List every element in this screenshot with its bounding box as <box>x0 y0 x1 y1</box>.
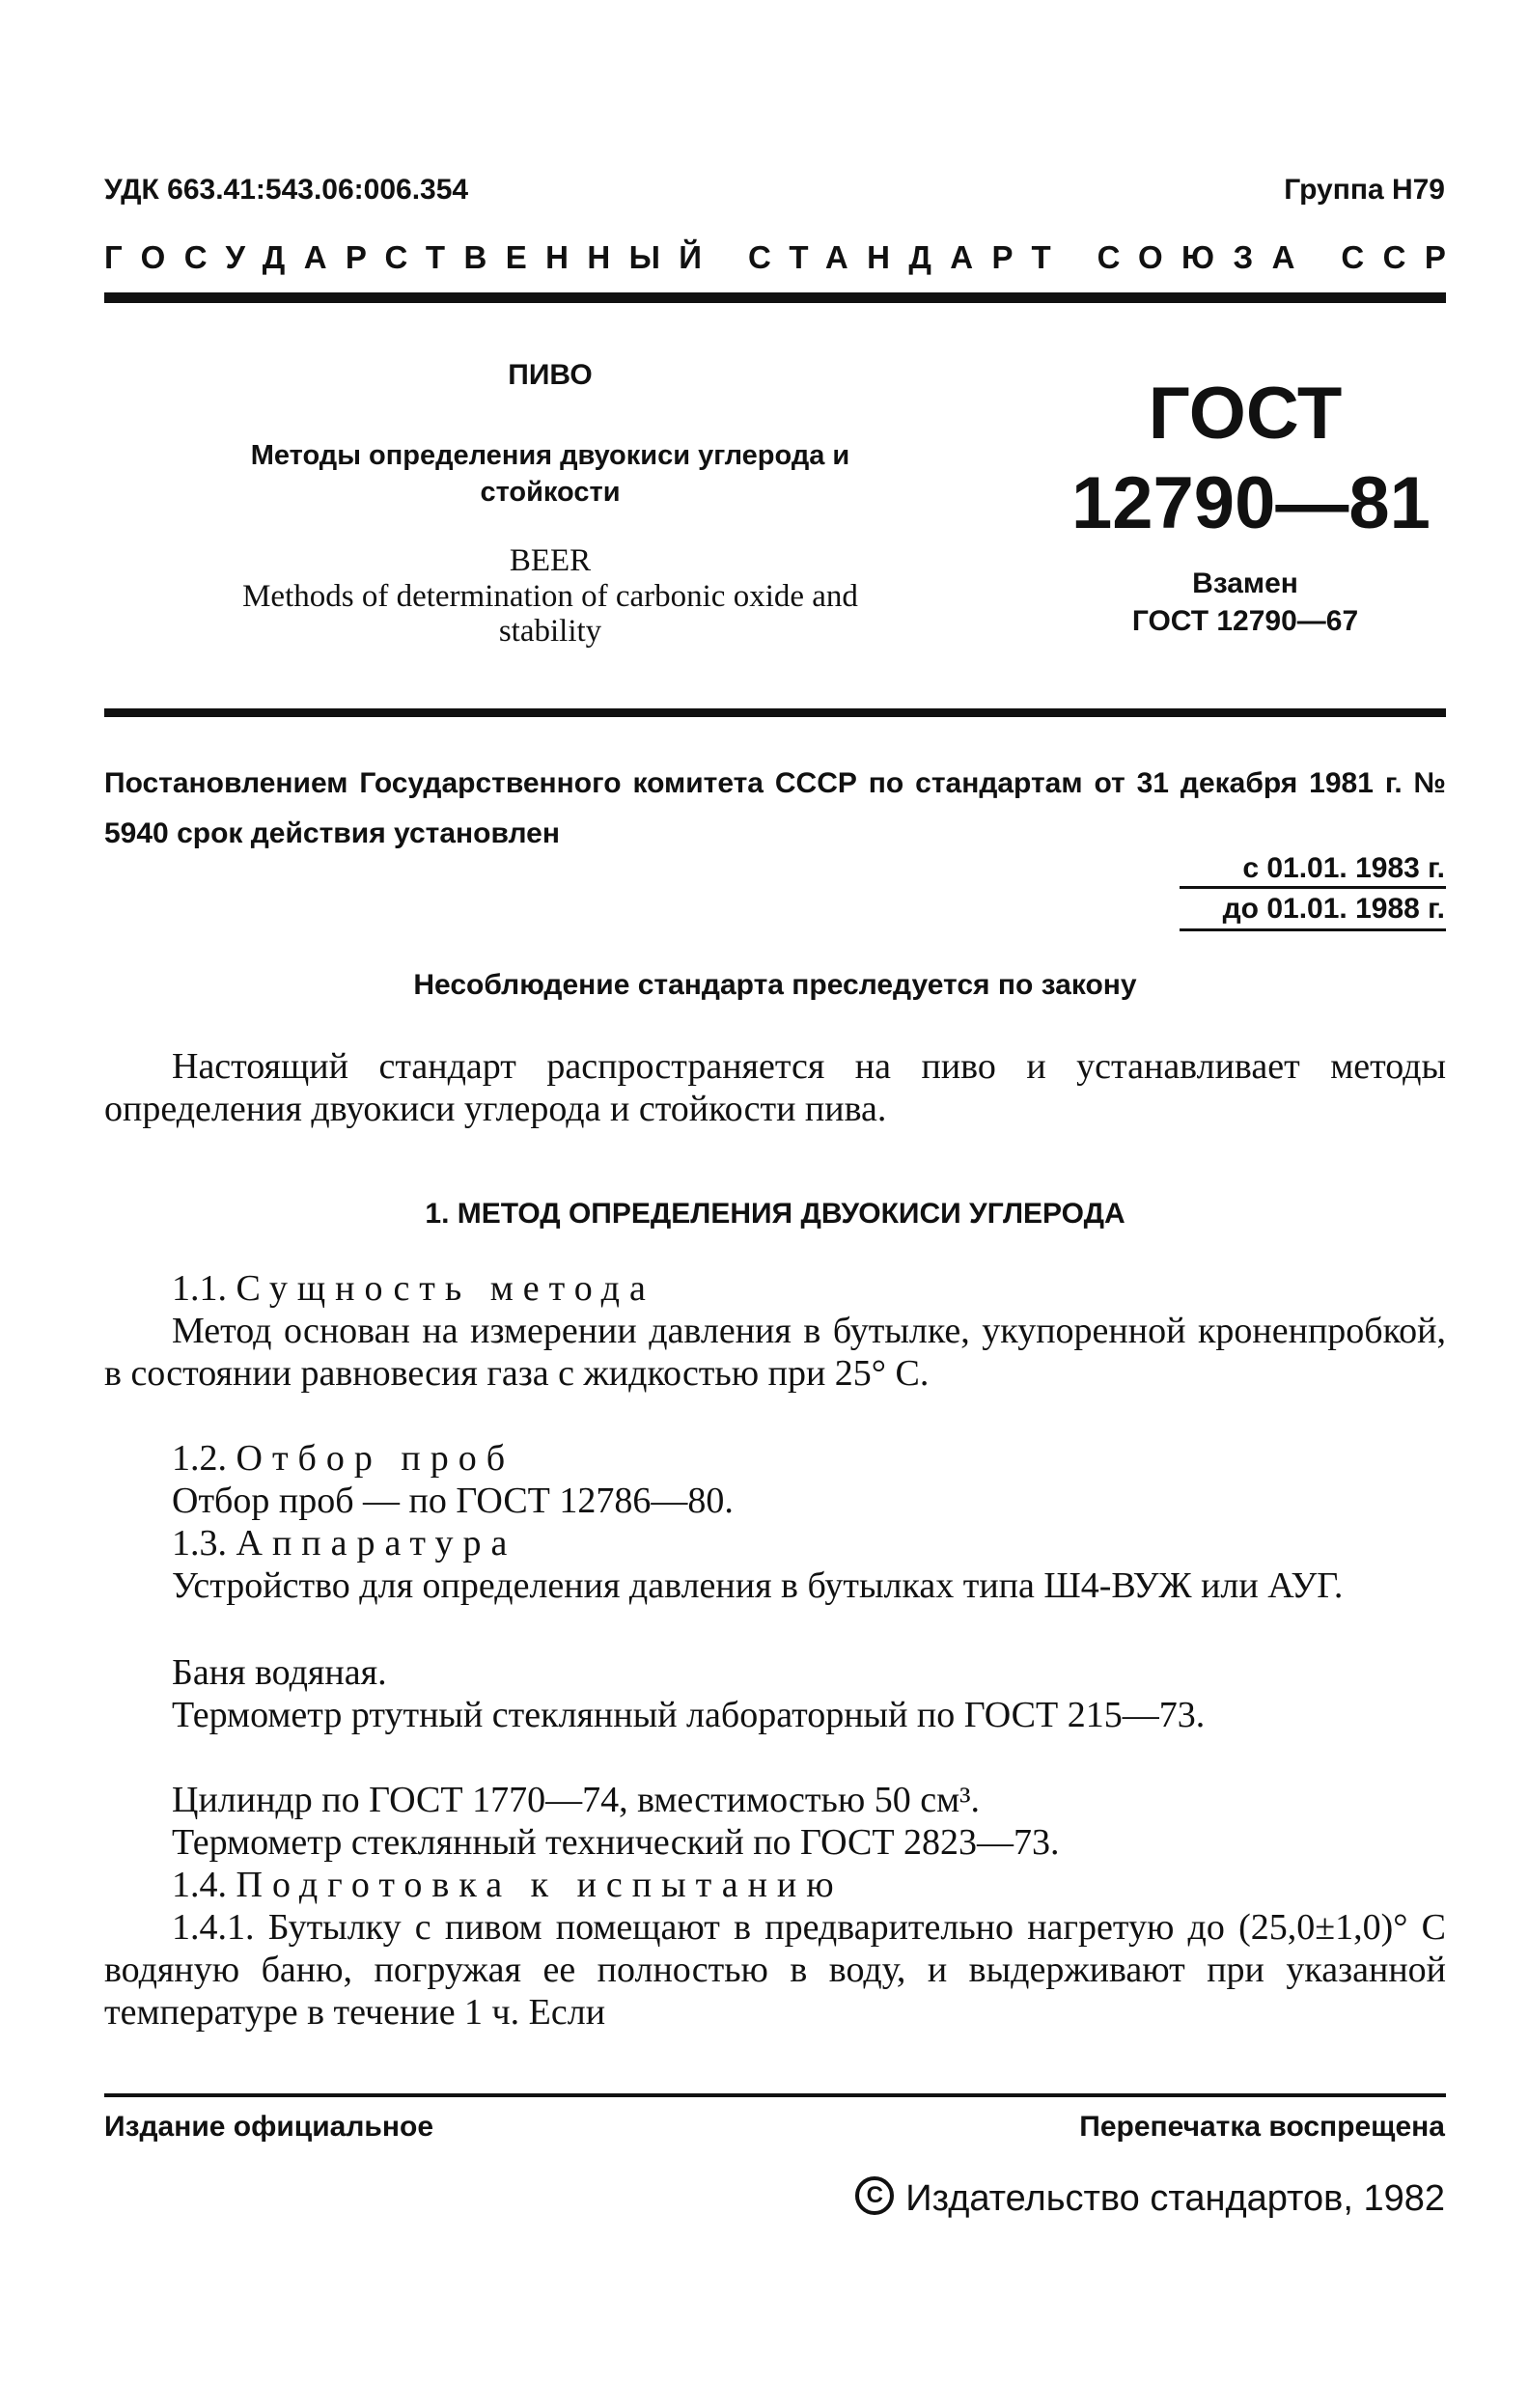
clause-1-3-item-4: Цилиндр по ГОСТ 1770—74, вместимостью 50 см³. <box>172 1780 981 1820</box>
replaces-value: ГОСТ 12790—67 <box>1131 605 1359 637</box>
clause-1-2-heading <box>104 1437 1446 1480</box>
header-rule <box>104 292 1446 303</box>
clause-1-2-text: Отбор проб — по ГОСТ 12786—80. <box>172 1481 734 1521</box>
clause-1-3-item-3-block <box>104 1694 1446 1736</box>
decree-text: Постановлением Государственного комитета СССР по стандартам от 31 декабря 1981 г. № 5940 срок действия установлен <box>104 767 1446 849</box>
publisher-line <box>855 2176 1445 2220</box>
section-heading: 1. МЕТОД ОПРЕДЕЛЕНИЯ ДВУОКИСИ УГЛЕРОДА <box>425 1198 1125 1230</box>
valid-to: до 01.01. 1988 г. <box>1222 893 1445 925</box>
clause-title: Отбор проб <box>236 1438 515 1479</box>
intro-block <box>104 1045 1446 1130</box>
replaces-label: Взамен <box>1192 567 1298 599</box>
publisher-text: Издательство стандартов, 1982 <box>905 2178 1445 2219</box>
clause-1-4-1-block <box>104 1906 1446 2034</box>
clause-number: 1.1. <box>172 1268 227 1309</box>
clause-1-2-text-line <box>104 1480 1446 1522</box>
gost-label: ГОСТ <box>1148 373 1343 455</box>
clause-1-3-item-2-line <box>104 1651 1446 1694</box>
title-en: BEER <box>509 543 592 578</box>
clause-title: Аппаратура <box>236 1523 517 1564</box>
state-standard-text: ГОСУДАРСТВЕННЫЙ СТАНДАРТ СОЮЗА ССР <box>104 239 1465 275</box>
valid-to-underline <box>1180 928 1446 931</box>
clause-title: Подготовка к испытанию <box>236 1865 844 1905</box>
group-code: Группа Н79 <box>1284 174 1445 206</box>
law-notice: Несоблюдение стандарта преследуется по закону <box>413 969 1137 1001</box>
valid-from: с 01.01. 1983 г. <box>1242 852 1445 884</box>
title-rule <box>104 708 1446 717</box>
clause-number: 1.2. <box>172 1438 227 1479</box>
clause-number: 1.3. <box>172 1523 227 1564</box>
clause-title: Сущность метода <box>236 1268 655 1309</box>
clause-1-3-item-5: Термометр стеклянный технический по ГОСТ 2823—73. <box>172 1822 1060 1863</box>
clause-1-3-item-2: Баня водяная. <box>172 1652 387 1693</box>
clause-1-1-heading <box>104 1267 1446 1310</box>
clause-1-3-item-1-block <box>104 1564 1446 1607</box>
subtitle-en: Methods of determination of carbonic oxide and stability <box>242 579 858 649</box>
clause-number: 1.4. <box>172 1865 227 1905</box>
clause-1-3-item-4-line <box>104 1779 1446 1821</box>
clause-1-3-heading <box>104 1522 1446 1564</box>
subtitle-ru: Методы определения двуокиси углерода и стойкости <box>250 440 850 508</box>
clause-1-4-1-text: 1.4.1. Бутылку с пивом помещают в предварительно нагретую до (25,0±1,0)° С водяную баню, погружая ее полностью в воду, и выдерживают при указанной температуре в течение 1 ч. Если <box>104 1907 1446 2033</box>
copyright-icon <box>855 2176 894 2215</box>
clause-1-3-item-3: Термометр ртутный стеклянный лабораторный по ГОСТ 215—73. <box>172 1695 1206 1735</box>
clause-1-3-item-1: Устройство для определения давления в бутылках типа Ш4-ВУЖ или АУГ. <box>172 1565 1344 1606</box>
clause-1-1-text: Метод основан на измерении давления в бутылке, укупоренной кроненпробкой, в состоянии равновесия газа с жидкостью при 25° С. <box>104 1311 1446 1394</box>
state-standard-banner <box>104 239 1464 276</box>
clause-1-1-block <box>104 1310 1446 1395</box>
intro-paragraph: Настоящий стандарт распространяется на пиво и устанавливает методы определения двуокиси углерода и стойкости пива. <box>104 1046 1446 1129</box>
footer-rule <box>104 2093 1446 2097</box>
title-ru: ПИВО <box>508 359 593 391</box>
reprint-notice: Перепечатка воспрещена <box>1079 2111 1445 2143</box>
edition-label: Издание официальное <box>104 2111 434 2143</box>
clause-1-3-item-5-line <box>104 1821 1446 1864</box>
gost-number: 12790—81 <box>1071 462 1431 544</box>
clause-1-4-heading <box>104 1864 1446 1906</box>
valid-from-underline <box>1180 886 1446 889</box>
udk-code: УДК 663.41:543.06:006.354 <box>104 174 469 206</box>
